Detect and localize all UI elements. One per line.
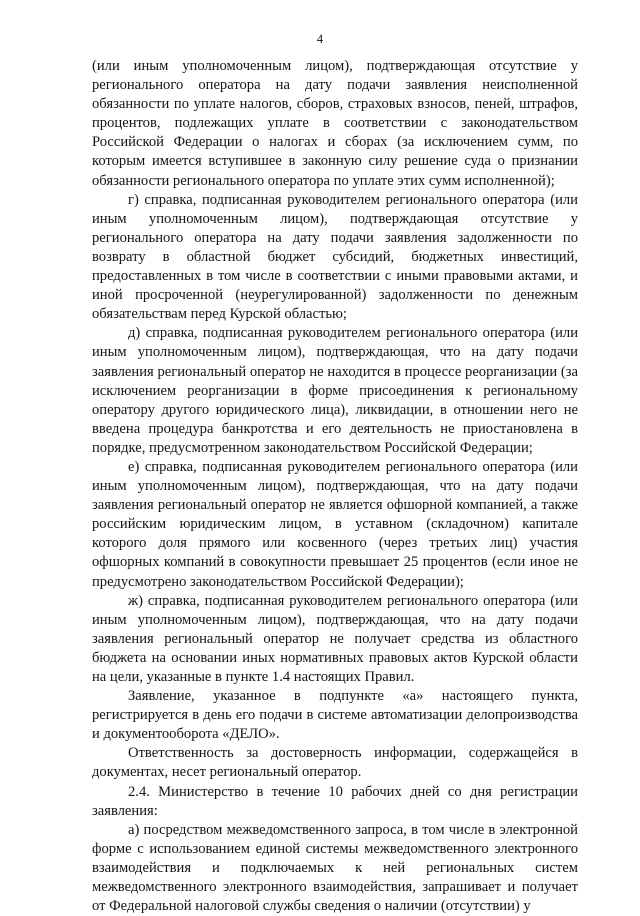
document-body	[92, 57, 578, 916]
paragraph-item-d: д) справка, подписанная руководителем регионального оператора (или иным уполномоченным лицом), подтверждающая, что на дату подачи заявления региональный оператор не находится в процессе реорганизации (за исключением реорганизации в форме присоединения к региональному оператору другого юридического лица), ликвидации, в отношении него не введена процедура банкротства и его деятельность не приостановлена в порядке, предусмотренном законодательством Российской Федерации;	[92, 325, 578, 456]
paragraph-registration: Заявление, указанное в подпункте «а» настоящего пункта, регистрируется в день его подачи в системе автоматизации делопроизводства и документооборота «ДЕЛО».	[92, 688, 578, 743]
paragraph-item-e: е) справка, подписанная руководителем регионального оператора (или иным уполномоченным лицом), подтверждающая, что на дату подачи заявления региональный оператор не является офшорной компанией, а также российским юридическим лицом, в уставном (складочном) капитале которого доля прямого или косвенного (через третьих лиц) участия офшорных компаний в совокупности превышает 25 процентов (если иное не предусмотрено законодательством Российской Федерации);	[92, 458, 578, 590]
paragraph-continuation: (или иным уполномоченным лицом), подтверждающая отсутствие у регионального оператора на дату подачи заявления неисполненной обязанности по уплате налогов, сборов, страховых взносов, пеней, штрафов, процентов, подлежащих уплате в соответствии с законодательством Российской Федерации о налогах и сборах (за исключением сумм, по которым имеется вступившее в законную силу решение суда о признании обязанности регионального оператора по уплате этих сумм исполненной);	[92, 58, 578, 189]
paragraph-section-2-4: 2.4. Министерство в течение 10 рабочих дней со дня регистрации заявления:	[92, 783, 578, 819]
paragraph-responsibility: Ответственность за достоверность информации, содержащейся в документах, несет региональный оператор.	[92, 745, 578, 781]
paragraph-item-a: а) посредством межведомственного запроса, в том числе в электронной форме с использованием единой системы межведомственного электронного взаимодействия и подключаемых к ней региональных систем межведомственного электронного взаимодействия, запрашивает и получает от Федеральной налоговой службы сведения о наличии (отсутствии) у	[92, 821, 578, 915]
paragraph-item-g: г) справка, подписанная руководителем регионального оператора (или иным уполномоченным лицом), подтверждающая отсутствие у регионального оператора на дату подачи заявления задолженности по возврату в областной бюджет субсидий, бюджетных инвестиций, предоставленных в том числе в соответствии с иными правовыми актами, и иной просроченной (неурегулированной) задолженности по денежным обязательствам перед Курской областью;	[92, 191, 578, 323]
page-number: 4	[316, 32, 324, 46]
paragraph-item-zh: ж) справка, подписанная руководителем регионального оператора (или иным уполномоченным лицом), подтверждающая, что на дату подачи заявления региональный оператор не получает средства из областного бюджета на основании иных нормативных правовых актов Курской области на цели, указанные в пункте 1.4 настоящих Правил.	[92, 592, 578, 685]
